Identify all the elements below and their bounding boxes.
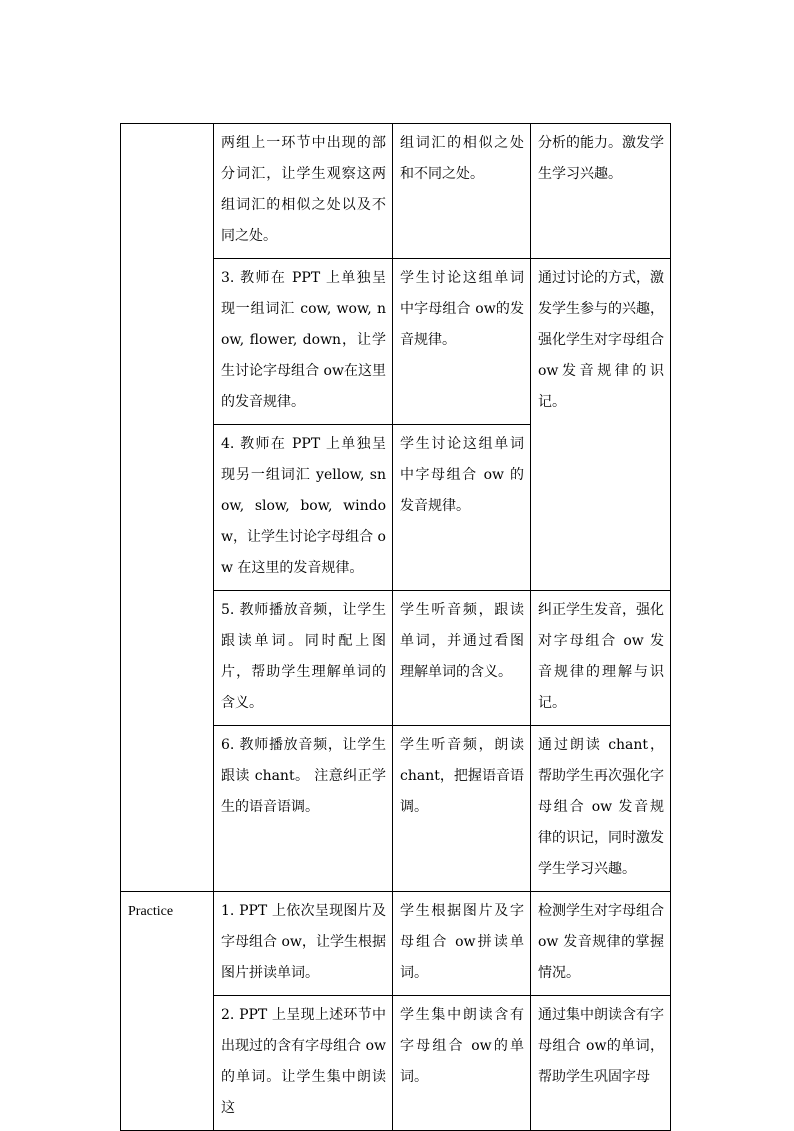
table-row [121,124,671,259]
teacher-activity-cell: 5. 教师播放音频，让学生跟读单词。同时配上图片，帮助学生理解单词的含义。 [214,591,393,726]
lesson-plan-table [120,123,671,1131]
student-activity-cell: 学生听音频，朗读 chant，把握语音语调。 [393,726,531,892]
student-activity-cell: 学生集中朗读含有字母组合 ow的单词。 [393,996,531,1131]
student-activity-cell: 学生讨论这组单词中字母组合 ow的发音规律。 [393,259,531,425]
student-activity-cell: 学生讨论这组单词中字母组合 ow 的发音规律。 [393,425,531,591]
teacher-activity-cell: 3. 教师在 PPT 上单独呈现一组词汇 cow, wow, now, flower, down，让学生讨论字母组合 ow在这里的发音规律。 [214,259,393,425]
stage-cell [121,124,214,892]
teacher-activity-cell: 2. PPT 上呈现上述环节中出现过的含有字母组合 ow 的单词。让学生集中朗读这 [214,996,393,1131]
teacher-activity-cell: 4. 教师在 PPT 上单独呈现另一组词汇 yellow, snow, slow, bow, window，让学生讨论字母组合 ow 在这里的发音规律。 [214,425,393,591]
purpose-cell: 通过讨论的方式，激发学生参与的兴趣，强化学生对字母组合 ow发音规律的识记。 [531,259,671,591]
purpose-cell: 通过集中朗读含有字母组合 ow的单词，帮助学生巩固字母 [531,996,671,1131]
table-row [121,892,671,996]
student-activity-cell: 学生听音频，跟读单词，并通过看图理解单词的含义。 [393,591,531,726]
purpose-cell: 纠正学生发音，强化对字母组合 ow 发音规律的理解与识记。 [531,591,671,726]
teacher-activity-cell: 6. 教师播放音频，让学生跟读 chant。 注意纠正学生的语音语调。 [214,726,393,892]
purpose-cell: 分析的能力。激发学生学习兴趣。 [531,124,671,259]
purpose-cell: 检测学生对字母组合 ow 发音规律的掌握情况。 [531,892,671,996]
teacher-activity-cell: 两组上一环节中出现的部分词汇，让学生观察这两组词汇的相似之处以及不同之处。 [214,124,393,259]
teacher-activity-cell: 1. PPT 上依次呈现图片及字母组合 ow，让学生根据图片拼读单词。 [214,892,393,996]
student-activity-cell: 组词汇的相似之处和不同之处。 [393,124,531,259]
stage-cell: Practice [121,892,214,1131]
purpose-cell: 通过朗读 chant，帮助学生再次强化字母组合 ow 发音规律的识记，同时激发学生学习兴趣。 [531,726,671,892]
student-activity-cell: 学生根据图片及字母组合 ow拼读单词。 [393,892,531,996]
